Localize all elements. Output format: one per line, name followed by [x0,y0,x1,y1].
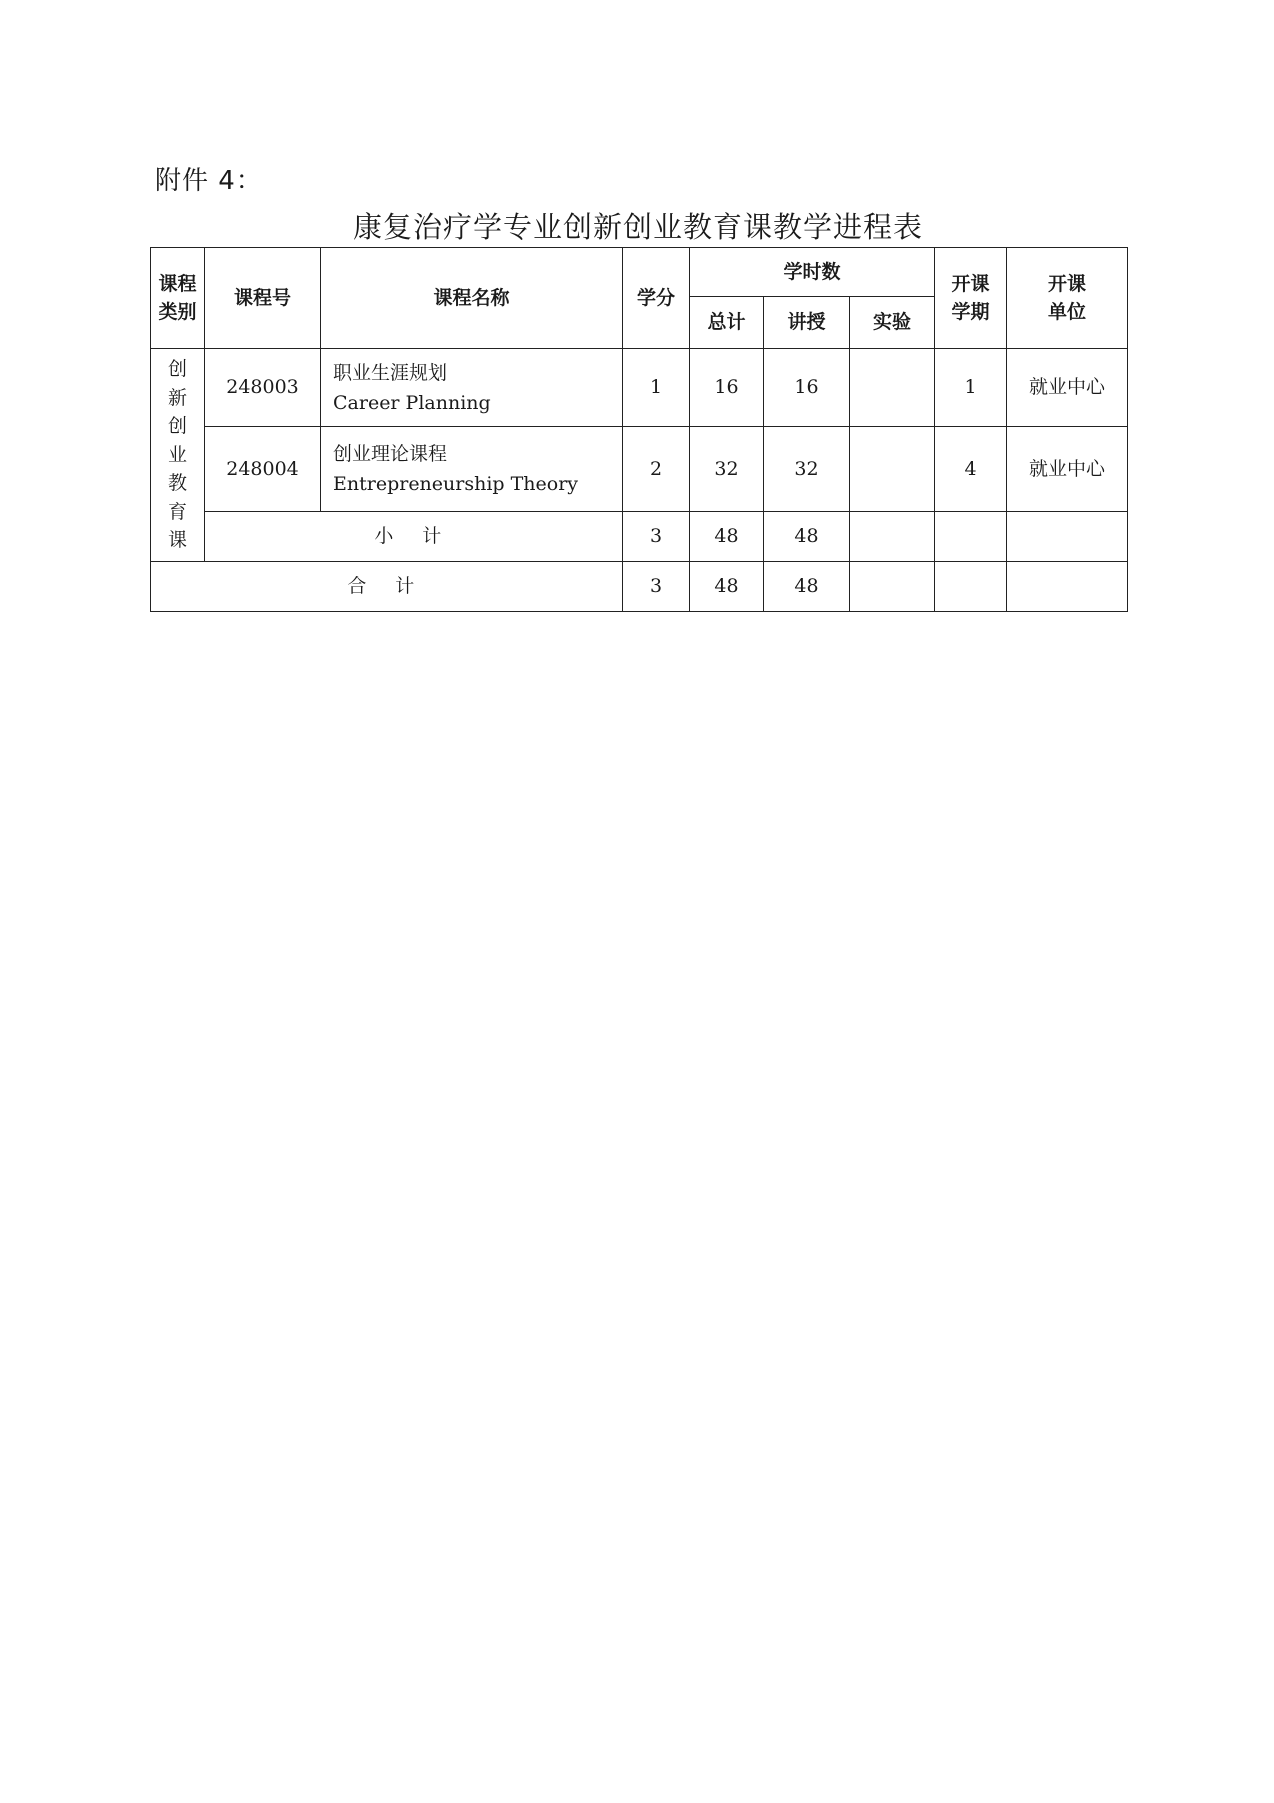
header-semester-line-2: 学期 [951,301,990,323]
subtotal-hours-lab [850,512,935,562]
course-name-zh: 职业生涯规划 [333,361,448,384]
category-char: 育 [167,500,187,523]
category-char: 创 [167,415,187,438]
course-name-zh: 创业理论课程 [333,443,448,465]
document-title: 康复治疗学专业创新创业教育课教学进程表 [352,210,923,244]
header-hours-group: 学时数 [690,248,935,297]
hours-lecture-cell: 32 [764,427,850,512]
grand-total-row [151,562,1128,612]
unit-cell: 就业中心 [1007,427,1128,512]
category-cell [151,349,205,562]
subtotal-unit [1007,512,1128,562]
hours-total-cell: 32 [690,427,764,512]
course-no-cell: 248003 [205,349,321,427]
header-category-line-1: 课程 [158,272,197,295]
subtotal-label: 小 计 [205,512,623,562]
grand-total-hours-total: 48 [690,562,764,612]
unit-cell: 就业中心 [1007,349,1128,427]
subtotal-row [151,512,1128,562]
grand-total-credits: 3 [623,562,690,612]
credits-cell: 1 [623,349,690,427]
header-semester [935,248,1007,349]
semester-cell: 1 [935,349,1007,427]
hours-total-cell: 16 [690,349,764,427]
category-char: 教 [167,472,187,495]
course-name-en: Entrepreneurship Theory [333,473,579,495]
category-char: 新 [167,386,187,409]
hours-lab-cell [850,427,935,512]
credits-cell: 2 [623,427,690,512]
subtotal-hours-lecture: 48 [764,512,850,562]
subtotal-credits: 3 [623,512,690,562]
header-hours-lecture: 讲授 [764,297,850,349]
header-credits: 学分 [623,248,690,349]
course-no-cell: 248004 [205,427,321,512]
semester-cell: 4 [935,427,1007,512]
header-hours-lab: 实验 [850,297,935,349]
header-unit-line-1: 开课 [1048,272,1087,295]
grand-total-hours-lecture: 48 [764,562,850,612]
grand-total-hours-lab [850,562,935,612]
grand-total-label: 合 计 [151,562,623,612]
subtotal-hours-total: 48 [690,512,764,562]
grand-total-unit [1007,562,1128,612]
header-unit-line-2: 单位 [1048,301,1087,323]
table-row [151,349,1128,427]
header-unit [1007,248,1128,349]
course-schedule-table [150,247,1128,612]
header-category [151,248,205,349]
course-name-en: Career Planning [333,391,491,414]
subtotal-semester [935,512,1007,562]
grand-total-semester [935,562,1007,612]
course-name-cell [321,349,623,427]
header-row-1 [151,248,1128,297]
hours-lab-cell [850,349,935,427]
header-course-no: 课程号 [205,248,321,349]
attachment-label: 附件 4： [155,166,263,196]
header-hours-total: 总计 [690,297,764,349]
course-name-cell [321,427,623,512]
category-char: 创 [167,358,187,381]
header-category-line-2: 类别 [158,301,197,323]
hours-lecture-cell: 16 [764,349,850,427]
category-char: 课 [167,529,187,552]
header-semester-line-1: 开课 [951,272,990,295]
table-row [151,427,1128,512]
category-char: 业 [167,443,187,466]
header-course-name: 课程名称 [321,248,623,349]
